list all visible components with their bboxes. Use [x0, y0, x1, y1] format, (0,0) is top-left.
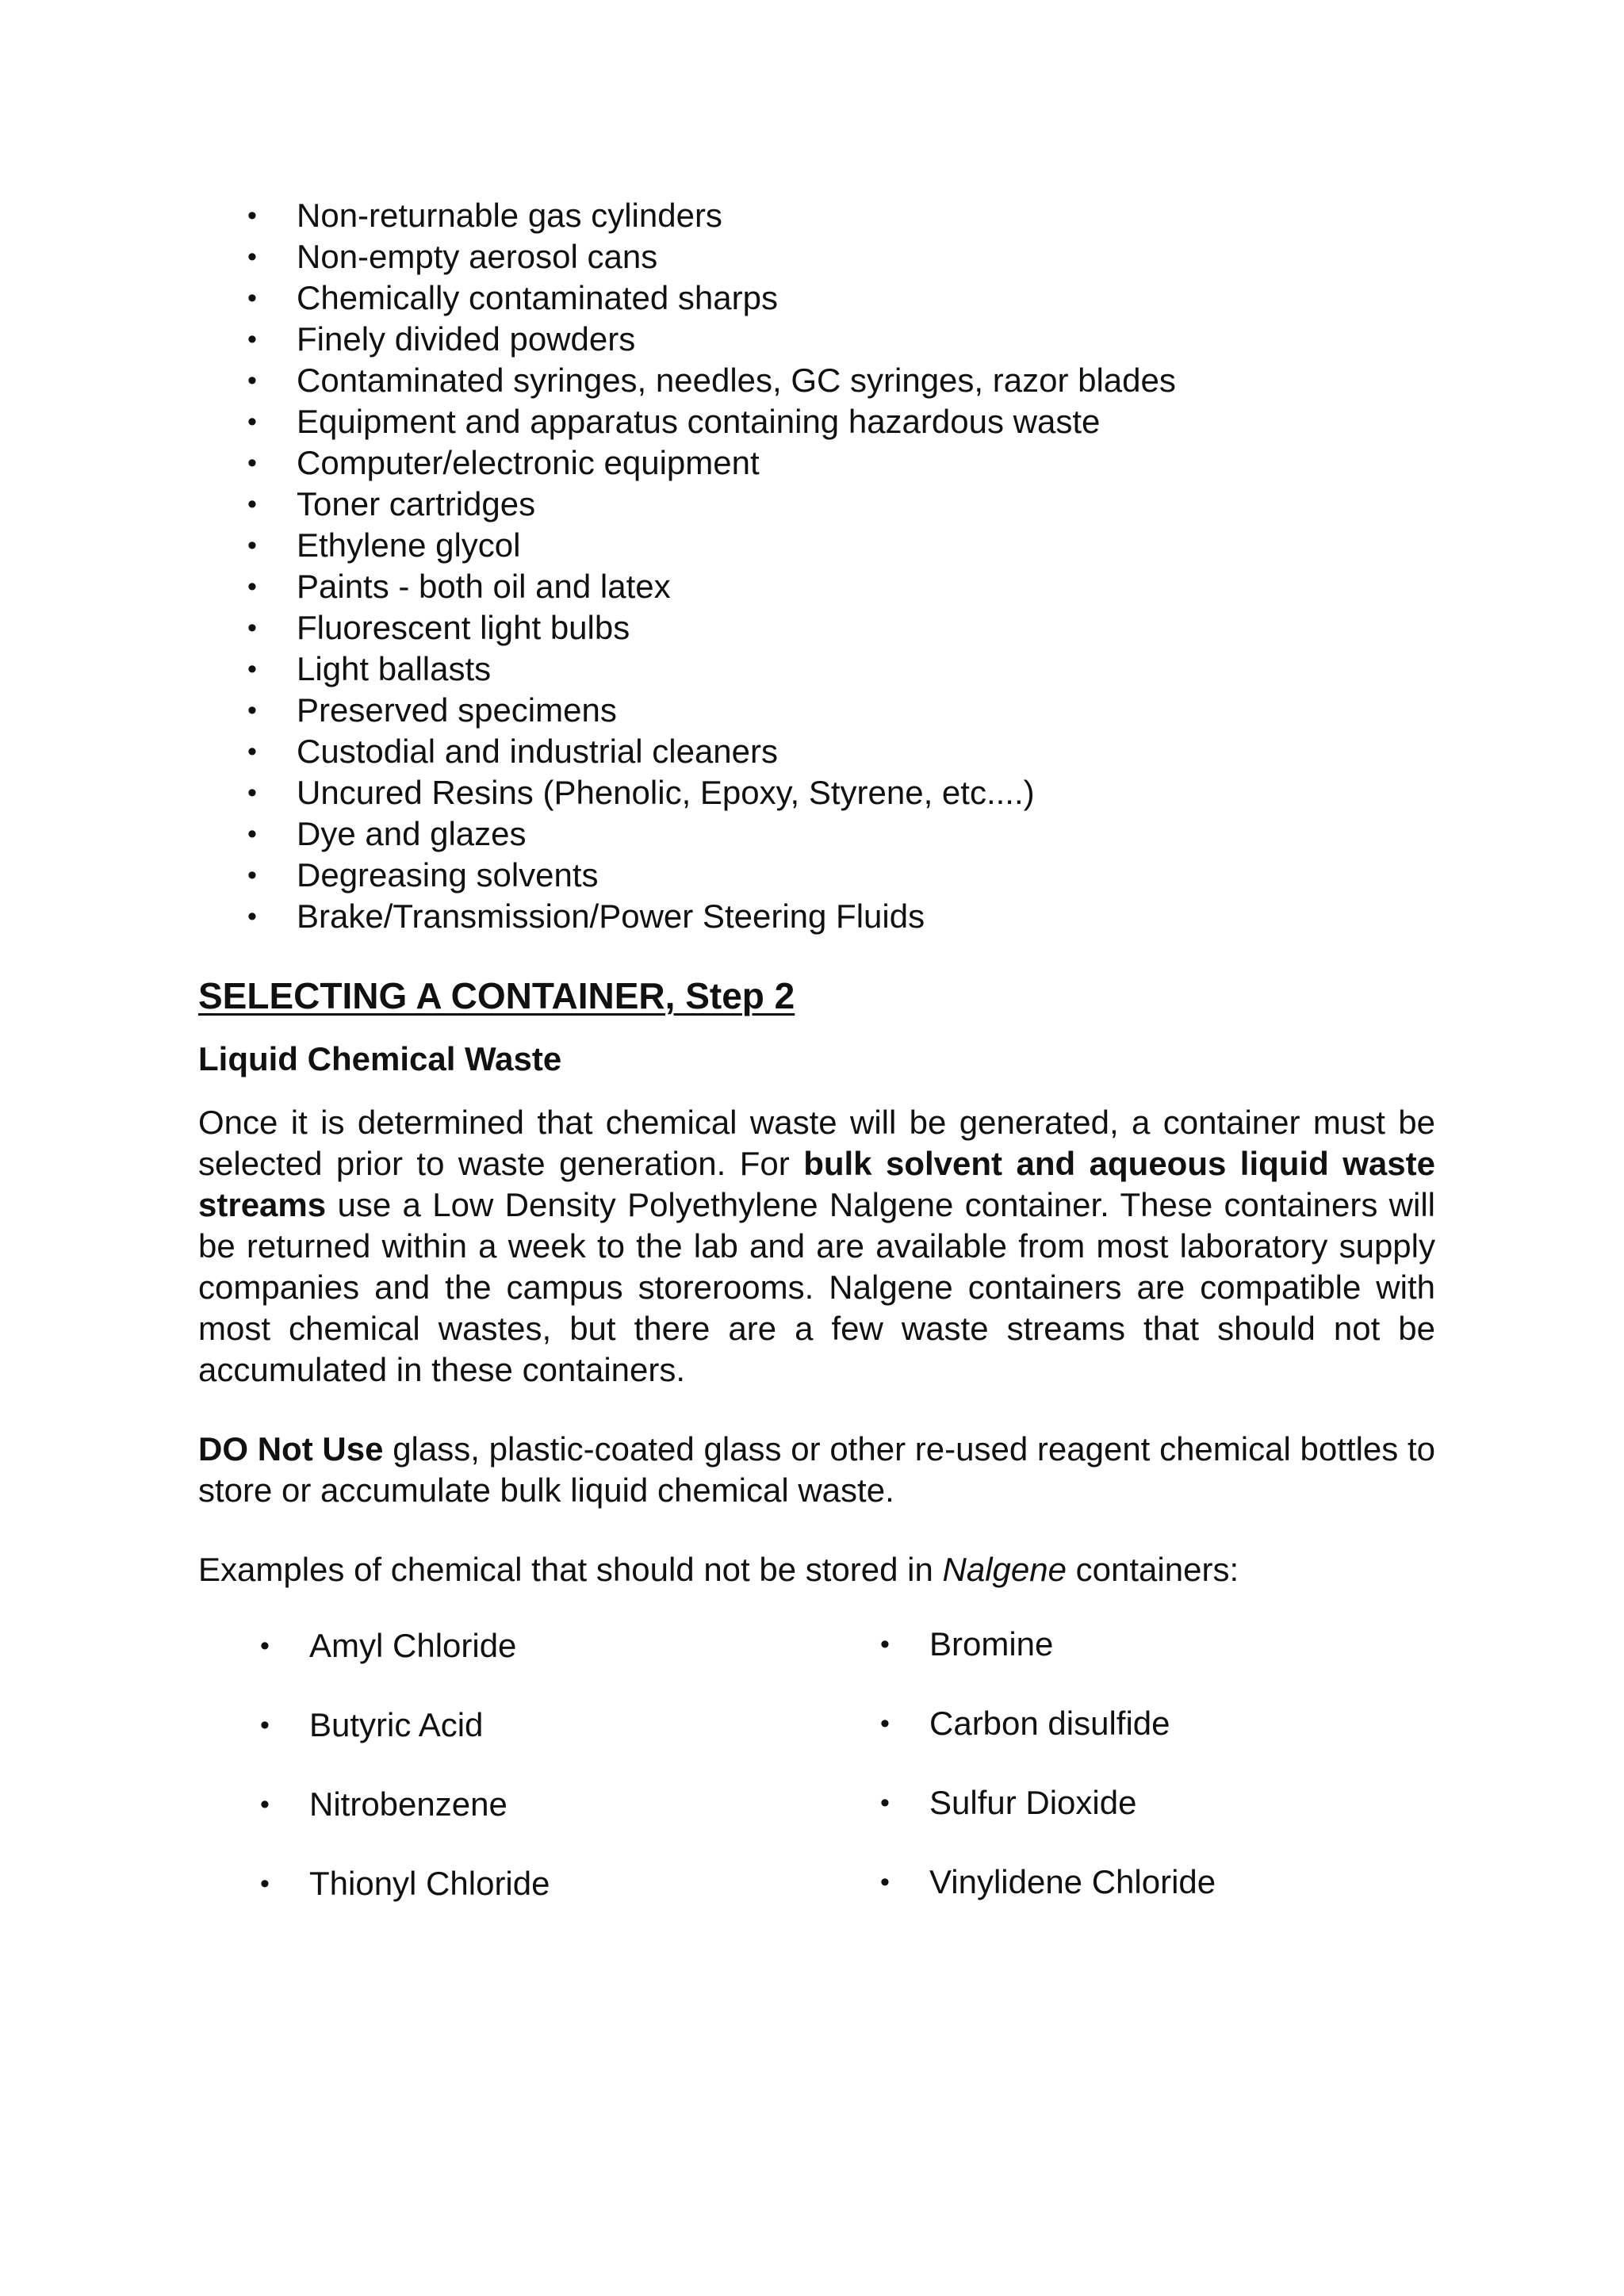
section-heading: SELECTING A CONTAINER, Step 2 [198, 975, 795, 1016]
paragraph-bold-text: DO Not Use [198, 1430, 384, 1468]
paragraph-italic-text: Nalgene [942, 1551, 1067, 1588]
list-item: • Computer/electronic equipment [198, 442, 1435, 484]
list-item: • Nitrobenzene [198, 1784, 550, 1863]
paragraph-text: glass, plastic-coated glass or other re-used reagent chemical bottles to store or accumulate bulk liquid chemical waste. [198, 1430, 1436, 1509]
paragraph-examples-intro [198, 1549, 1435, 1590]
list-item: • Non-empty aerosol cans [198, 236, 1435, 277]
list-item: • Chemically contaminated sharps [198, 277, 1435, 319]
list-item: • Fluorescent light bulbs [198, 607, 1435, 649]
paragraph-text: Once it is determined that chemical waste will be generated, a container must be selected prior to waste generation. For [198, 1104, 1435, 1182]
list-item: • Custodial and industrial cleaners [198, 731, 1435, 772]
list-item: • Carbon disulfide [818, 1703, 1216, 1782]
list-item: • Thionyl Chloride [198, 1863, 550, 1942]
hazardous-items-list [198, 195, 1435, 937]
list-item: • Uncured Resins (Phenolic, Epoxy, Styrene, etc....) [198, 772, 1435, 813]
list-item: • Finely divided powders [198, 319, 1435, 360]
examples-column-right [818, 1624, 1216, 1941]
paragraph-text: containers: [1067, 1551, 1239, 1588]
list-item: • Contaminated syringes, needles, GC syringes, razor blades [198, 360, 1435, 401]
paragraph-gap [198, 1391, 1435, 1429]
paragraph-bold-text: bulk solvent and aqueous liquid waste streams [198, 1145, 1435, 1223]
list-item: • Brake/Transmission/Power Steering Fluids [198, 896, 1435, 937]
list-item: • Sulfur Dioxide [818, 1782, 1216, 1862]
paragraph-gap [198, 1511, 1435, 1549]
page-content [198, 195, 1435, 1942]
section-subheading: Liquid Chemical Waste [198, 1040, 562, 1077]
list-item: • Bromine [818, 1624, 1216, 1703]
list-item: • Preserved specimens [198, 690, 1435, 731]
paragraph-text: use a Low Density Polyethylene Nalgene container. These containers will be returned within a week to the lab and are available from most laboratory supply companies and the campus storerooms. Nalgene containers are compatible with most chemical wastes, but there are a few waste streams that should not be accumulated in these containers. [198, 1186, 1435, 1388]
list-item: • Light ballasts [198, 649, 1435, 690]
list-item: • Non-returnable gas cylinders [198, 195, 1435, 236]
list-item: • Butyric Acid [198, 1705, 550, 1784]
list-item: • Degreasing solvents [198, 855, 1435, 896]
paragraph-do-not-use [198, 1429, 1435, 1511]
list-item: • Vinylidene Chloride [818, 1862, 1216, 1941]
list-item: • Amyl Chloride [198, 1625, 550, 1705]
list-item: • Dye and glazes [198, 813, 1435, 855]
list-item: • Equipment and apparatus containing hazardous waste [198, 401, 1435, 442]
examples-column-left [198, 1625, 550, 1942]
paragraph-container-selection [198, 1102, 1435, 1391]
list-item: • Paints - both oil and latex [198, 566, 1435, 607]
list-item: • Ethylene glycol [198, 525, 1435, 566]
examples-grid [198, 1625, 1435, 1942]
paragraph-text: Examples of chemical that should not be stored in [198, 1551, 943, 1588]
list-item: • Toner cartridges [198, 484, 1435, 525]
